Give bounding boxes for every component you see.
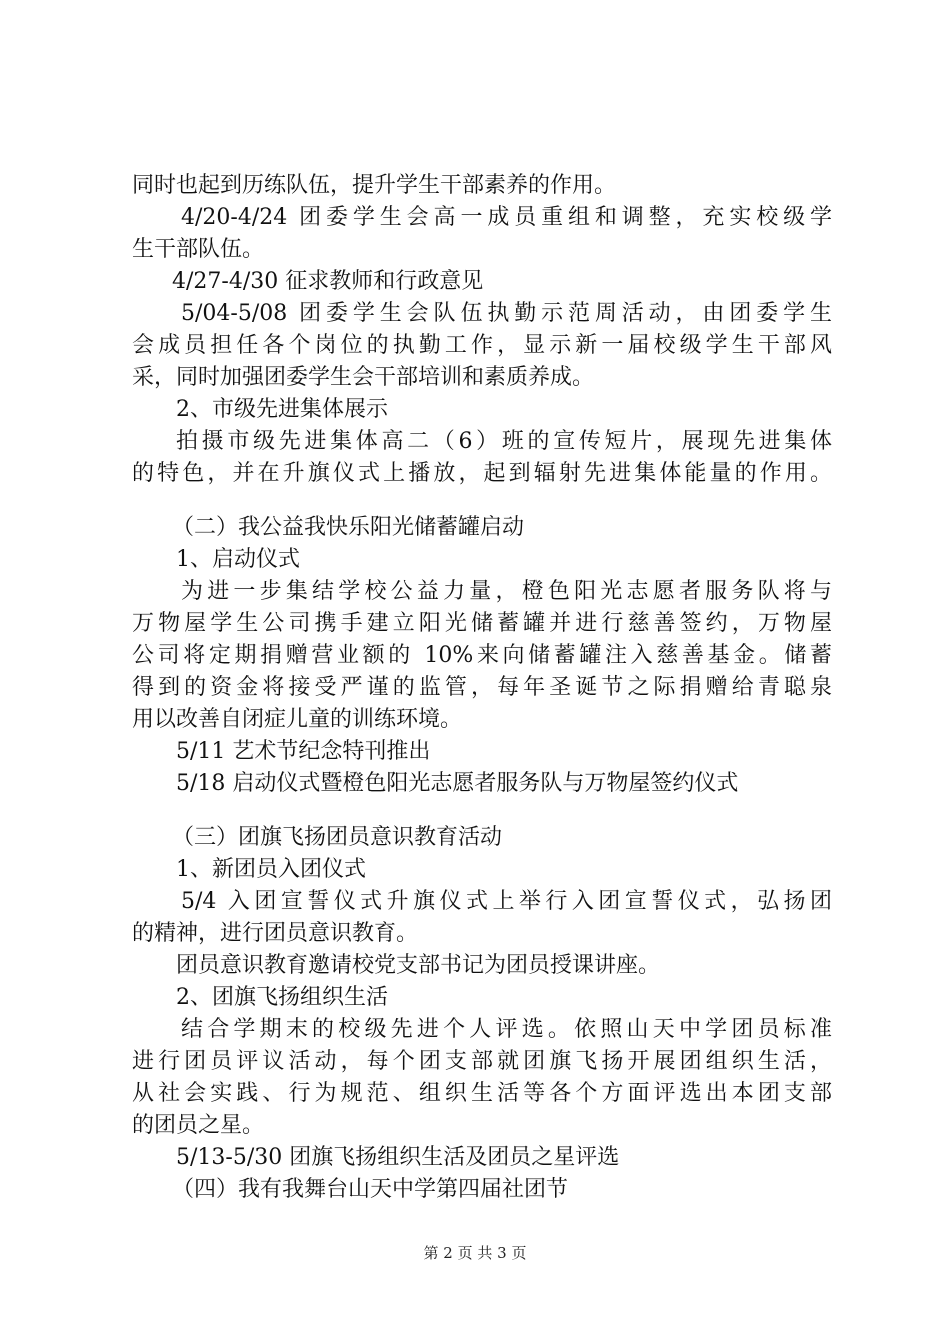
paragraph-line: 4/27-4/30 征求教师和行政意见 xyxy=(172,269,484,294)
paragraph-line: 的团员之星。 xyxy=(132,1113,265,1138)
paragraph-line: 采，同时加强团委学生会干部培训和素质养成。 xyxy=(132,365,595,390)
paragraph-line: 进行团员评议活动，每个团支部就团旗飞扬开展团组织生活， xyxy=(132,1049,832,1074)
paragraph-line: 生干部队伍。 xyxy=(132,237,265,262)
paragraph-line: 5/18 启动仪式暨橙色阳光志愿者服务队与万物屋签约仪式 xyxy=(176,771,739,796)
paragraph-line: 团员意识教育邀请校党支部书记为团员授课讲座。 xyxy=(176,953,661,978)
paragraph-line: 会成员担任各个岗位的执勤工作，显示新一届校级学生干部风 xyxy=(132,333,832,358)
paragraph-gap xyxy=(132,490,832,512)
paragraph-line: 5/4 入团宣誓仪式升旗仪式上举行入团宣誓仪式，弘扬团 xyxy=(181,889,832,914)
paragraph-line: 从社会实践、行为规范、组织生活等各个方面评选出本团支部 xyxy=(132,1081,832,1106)
paragraph-line: 5/11 艺术节纪念特刊推出 xyxy=(176,739,431,764)
paragraph-line: 为进一步集结学校公益力量，橙色阳光志愿者服务队将与 xyxy=(181,579,832,604)
paragraph-line: 的特色，并在升旗仪式上播放，起到辐射先进集体能量的作用。 xyxy=(132,461,832,486)
section-heading: 2、市级先进集体展示 xyxy=(176,397,388,422)
paragraph-line: 5/04-5/08 团委学生会队伍执勤示范周活动，由团委学生 xyxy=(181,301,832,326)
paragraph-line: 4/20-4/24 团委学生会高一成员重组和调整，充实校级学 xyxy=(181,205,832,230)
paragraph-line: 公司将定期捐赠营业额的 10%来向储蓄罐注入慈善基金。储蓄 xyxy=(132,643,832,668)
document-body xyxy=(132,170,832,1206)
section-heading: （三）团旗飞扬团员意识教育活动 xyxy=(172,825,503,850)
section-heading: 1、新团员入团仪式 xyxy=(176,857,366,882)
paragraph-line: 拍摄市级先进集体高二（6）班的宣传短片，展现先进集体 xyxy=(176,429,832,454)
section-heading: （四）我有我舞台山天中学第四届社团节 xyxy=(172,1177,569,1202)
section-heading: （二）我公益我快乐阳光储蓄罐启动 xyxy=(172,515,525,540)
paragraph-line: 万物屋学生公司携手建立阳光储蓄罐并进行慈善签约，万物屋 xyxy=(132,611,832,636)
paragraph-line: 同时也起到历练队伍，提升学生干部素养的作用。 xyxy=(132,173,617,198)
paragraph-line: 5/13-5/30 团旗飞扬组织生活及团员之星评选 xyxy=(176,1145,620,1170)
page-footer: 第 2 页 共 3 页 xyxy=(423,1244,527,1262)
paragraph-line: 用以改善自闭症儿童的训练环境。 xyxy=(132,707,463,732)
section-heading: 1、启动仪式 xyxy=(176,547,300,572)
section-heading: 2、团旗飞扬组织生活 xyxy=(176,985,388,1010)
paragraph-line: 得到的资金将接受严谨的监管，每年圣诞节之际捐赠给青聪泉 xyxy=(132,675,832,700)
paragraph-line: 结合学期末的校级先进个人评选。依照山天中学团员标准 xyxy=(181,1017,832,1042)
paragraph-gap xyxy=(132,800,832,822)
paragraph-line: 的精神，进行团员意识教育。 xyxy=(132,921,419,946)
